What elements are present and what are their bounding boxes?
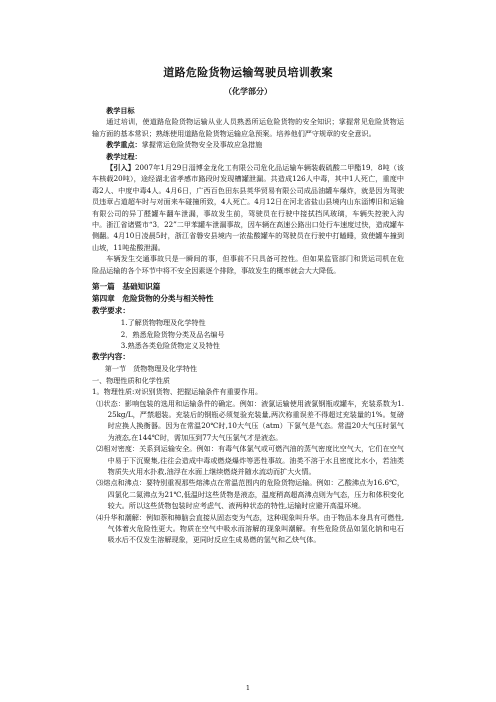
requirement-item: 1.了解货物物理及化学特性 (120, 318, 206, 328)
property-text: 要特别重视那些熔沸点在常温范围内的危险货物运输。例如：乙酸沸点为16.6℃，四氯化二氮沸点为21℃,低温时这些货物是液态，温度稍高超高沸点则为气态，压力和体积变化较大。所以这些货物包装时应考虑气、液两种状态的特性,运输时应避开高温环境。 (107, 478, 404, 511)
property-text: 关系到运输安全。例如：有毒气体氯气或可燃汽油的蒸气密度比空气大，它们在空气中易于下沉聚集,往往会造成中毒或燃烧爆炸等恶性事故。油类不溶于水且密度比水小，若油类物质失火用水扑救,油浮在水面上继续燃烧并随水流动而扩大火情。 (107, 444, 404, 476)
section-title: 第一节 货物物理及化学特性 (104, 364, 197, 374)
intro-paragraph (92, 162, 404, 253)
chapter-heading: 第四章 危险货物的分类与相关特性 (92, 294, 214, 304)
requirement-item: 2．熟悉危险货物分类及品名编号 (120, 329, 225, 339)
property-density (92, 443, 404, 477)
teaching-goal-heading: 教学目标 (106, 106, 135, 115)
property-label: ⑶熔点和沸点： (96, 478, 146, 488)
key-points (92, 139, 404, 150)
property-sublimation (92, 512, 404, 546)
property-label: ⑴状态： (96, 398, 125, 408)
requirements-heading: 教学要求： (92, 306, 130, 316)
requirements-list (92, 317, 404, 351)
teaching-goal-text: 通过培训，使道路危险货物运输从业人员熟悉所运危险货物的安全知识；掌握常见危险货物运输方面的基本常识；熟练使用道路危险货物运输应急预案。培养他们严守规章的安全意识。 (92, 117, 404, 138)
content-heading: 教学内容： (92, 352, 130, 362)
property-label: ⑵相对密度： (96, 444, 140, 454)
document-subtitle: （化学部分） (224, 86, 272, 96)
requirement-item: 3.熟悉各类危险货物定义及特性 (120, 340, 220, 350)
part-heading: 第一篇 基础知识篇 (92, 282, 161, 292)
summary-paragraph: 车辆发生交通事故只是一瞬间的事，但事前不只具备可控性。但如果监管部门和货运司机在危险品运输的各个环节中将不安全因素逐个排除，事故发生的概率就会大大降低。 (92, 254, 404, 275)
key-points-label: 教学重点： (106, 140, 142, 150)
key-points-text: 掌握常运危险货物安全及事故应急措施 (141, 140, 263, 150)
intro-label: 【引入】 (106, 163, 136, 173)
item-one-heading: 一、物理性质和化学性质 (92, 375, 171, 385)
document-title: 道路危险货物运输驾驶员培训教案 (163, 66, 333, 79)
item-one-subheading: 1。物理性质:对识别货物、把握运输条件有重要作用。 (92, 387, 263, 397)
property-state (92, 398, 404, 444)
property-text: 影响包装的选用和运输条件的确定。例如：液氯运输使用液氯钢瓶或罐车，充装系数为1.25kg/L，严禁超装。充装后的钢瓶必须复验充装量,两次称重误差不得超过充装量的1%。复磅时应换人换衡器。因为在常温20℃时,10大气压（atm）下氯气是气态。常温20大气压时氯气为液态,在144℃时，需加压到77大气压氯气才是液态。 (107, 398, 405, 442)
property-text: 例如萘和樟脑会直接从固态变为气态，这种现象叫升华。由于物品本身具有可燃性,气体着火危险性更大。物质在空气中吸水而溶解的现象叫潮解。有些危险货品如氢化钠和电石吸水后不仅发生溶解现象，更同时反应生成易燃的氢气和乙炔气体。 (107, 512, 404, 545)
intro-text: 2007年1月29日淄博金龙化工有限公司危化品运输车辆装载硫酸二甲酯19．8吨（该车核载20吨），途经湖北省孝感市路段时发现槽罐泄漏。共造成126人中毒，其中1人死亡，重度中毒2人、中度中毒4人。4月6日，广西百色田东县英华贸易有限公司成品油罐车爆炸，就是因为驾驶员违章占道超车时与对面来车碰撞所致，4人死亡。4月12日在河北省盐山县境内山东淄博旧和运输有限公司的异丁醛罐车翻车泄漏，事故发生前，驾驶员在行驶中接拭挡风玻璃，车辆失控驶入沟中。浙江省诸暨市“3．22”二甲苯罐车泄漏事故，因车辆在高速公路出口处行车速度过快，造成罐车侧翻。4月10日凌晨5时，浙江省磐安县境内一浓盐酸罐车的驾驶员在行驶中打瞌睡，致使罐车撞到山坡，11吨盐酸泄漏。 (92, 163, 404, 252)
page-number: 1 (245, 684, 251, 692)
process-heading: 教学过程： (106, 151, 142, 161)
property-melting-boiling (92, 477, 404, 511)
property-label: ⑷升华和潮解： (96, 512, 146, 522)
